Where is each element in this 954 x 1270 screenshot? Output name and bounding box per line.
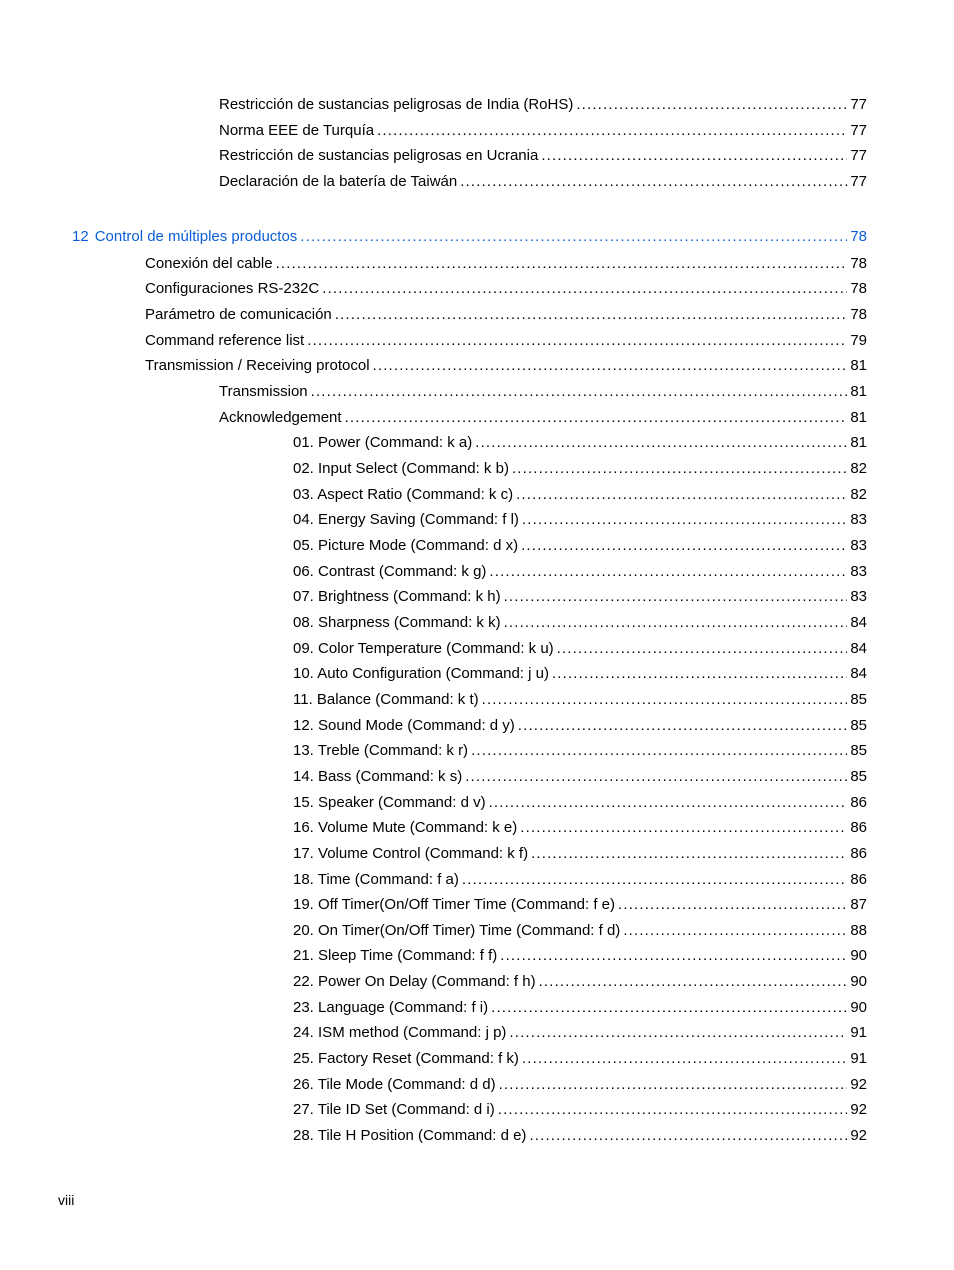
toc-entry[interactable] [219,145,867,167]
chapter-number: 12 [72,228,89,245]
toc-entry-title: 18. Time (Command: f a) [293,871,459,888]
dot-leader [504,586,848,608]
toc-entry-page: 77 [850,122,867,139]
toc-entry-title: 15. Speaker (Command: d v) [293,794,486,811]
toc-entry-page: 83 [850,563,867,580]
toc-entry[interactable] [219,171,867,193]
toc-entry[interactable] [145,278,867,300]
toc-entry-page: 81 [850,383,867,400]
toc-entry-title: 20. On Timer(On/Off Timer) Time (Command: f d) [293,922,621,939]
chapter-title-text: Control de múltiples productos [94,228,298,245]
toc-entry[interactable] [293,561,867,583]
toc-entry-page: 78 [850,255,867,272]
toc-entry-title: 02. Input Select (Command: k b) [293,460,509,477]
toc-entry[interactable] [293,945,867,967]
toc-entry-page: 82 [850,460,867,477]
toc-entry-title: 25. Factory Reset (Command: f k) [293,1050,519,1067]
toc-entry-page: 77 [850,96,867,113]
dot-leader [529,1125,847,1147]
toc-entry[interactable] [219,94,867,116]
toc-entry[interactable] [293,997,867,1019]
toc-entry-page: 82 [850,486,867,503]
toc-entry-title: Norma EEE de Turquía [219,122,375,139]
toc-entry[interactable] [293,612,867,634]
toc-entry-title: 09. Color Temperature (Command: k u) [293,640,554,657]
toc-entry-page: 90 [850,973,867,990]
toc-entry[interactable] [293,535,867,557]
toc-entry-page: 78 [850,306,867,323]
toc-entry[interactable] [219,407,867,429]
toc-entry[interactable] [293,1125,867,1147]
toc-entry-page: 86 [850,794,867,811]
dot-leader [499,1074,848,1096]
dot-leader [475,432,847,454]
dot-leader [518,715,848,737]
dot-leader [311,381,848,403]
toc-entry-page: 83 [850,588,867,605]
toc-entry-title: 07. Brightness (Command: k h) [293,588,501,605]
toc-entry-title: 24. ISM method (Command: j p) [293,1024,507,1041]
page-number: viii [58,1192,75,1208]
toc-entry-page: 77 [850,147,867,164]
toc-entry-page: 87 [850,896,867,913]
dot-leader [300,226,847,248]
toc-entry-title: 11. Balance (Command: k t) [293,691,479,708]
toc-entry-page: 81 [850,409,867,426]
toc-entry[interactable] [293,458,867,480]
toc-entry-page: 81 [850,434,867,451]
toc-chapter-page: 78 [850,228,867,245]
dot-leader [462,869,847,891]
toc-entry[interactable] [293,1074,867,1096]
toc-entry[interactable] [219,120,867,142]
toc-entry-title: Transmission / Receiving protocol [145,357,370,374]
toc-entry-page: 77 [850,173,867,190]
toc-entry-page: 92 [850,1076,867,1093]
dot-leader [552,663,847,685]
toc-entry-title: 21. Sleep Time (Command: f f) [293,947,498,964]
dot-leader [521,535,847,557]
toc-entry-page: 86 [850,845,867,862]
toc-chapter-entry[interactable] [72,226,867,248]
dot-leader [509,1022,847,1044]
dot-leader [520,817,847,839]
toc-entry-page: 92 [850,1127,867,1144]
dot-leader [516,484,847,506]
toc-entry[interactable] [293,1099,867,1121]
toc-entry-page: 85 [850,717,867,734]
dot-leader [307,330,847,352]
toc-entry[interactable] [293,638,867,660]
toc-entry[interactable] [293,971,867,993]
toc-entry-title: 23. Language (Command: f i) [293,999,489,1016]
toc-entry[interactable] [293,792,867,814]
toc-entry-title: 01. Power (Command: k a) [293,434,473,451]
dot-leader [504,612,848,634]
dot-leader [512,458,847,480]
toc-entry-page: 90 [850,947,867,964]
toc-entry-title: 26. Tile Mode (Command: d d) [293,1076,496,1093]
toc-entry-title: Restricción de sustancias peligrosas de India (RoHS) [219,96,574,113]
toc-entry-page: 84 [850,640,867,657]
toc-entry[interactable] [293,766,867,788]
dot-leader [491,997,847,1019]
toc-entry[interactable] [293,869,867,891]
toc-entry[interactable] [293,509,867,531]
toc-entry[interactable] [219,381,867,403]
toc-entry-page: 85 [850,742,867,759]
dot-leader [373,355,848,377]
dot-leader [489,792,848,814]
toc-entry-page: 92 [850,1101,867,1118]
toc-entry-title: 19. Off Timer(On/Off Timer Time (Command: f e) [293,896,616,913]
toc-entry-page: 84 [850,665,867,682]
toc-entry-page: 78 [850,280,867,297]
toc-entry[interactable] [293,715,867,737]
toc-entry-title: Configuraciones RS-232C [145,280,320,297]
dot-leader [276,253,848,275]
dot-leader [557,638,848,660]
toc-entry[interactable] [293,432,867,454]
toc-entry-title: 28. Tile H Position (Command: d e) [293,1127,527,1144]
toc-entry-page: 88 [850,922,867,939]
toc-entry[interactable] [293,484,867,506]
dot-leader [345,407,848,429]
dot-leader [460,171,847,193]
toc-chapter-title [72,226,300,248]
toc-entry-title: Command reference list [145,332,305,349]
dot-leader [522,509,847,531]
dot-leader [489,561,847,583]
dot-leader [623,920,847,942]
toc-entry-page: 86 [850,871,867,888]
toc-entry-page: 79 [850,332,867,349]
toc-entry[interactable] [293,1022,867,1044]
toc-entry-title: 08. Sharpness (Command: k k) [293,614,501,631]
dot-leader [498,1099,848,1121]
toc-entry-page: 90 [850,999,867,1016]
toc-entry[interactable] [145,355,867,377]
toc-entry-title: Acknowledgement [219,409,342,426]
toc-entry-title: 05. Picture Mode (Command: d x) [293,537,519,554]
toc-entry-page: 81 [850,357,867,374]
dot-leader [541,145,847,167]
toc-entry-page: 85 [850,691,867,708]
toc-entry-title: Declaración de la batería de Taiwán [219,173,458,190]
toc-entry-title: 17. Volume Control (Command: k f) [293,845,529,862]
toc-entry-title: Conexión del cable [145,255,273,272]
dot-leader [482,689,848,711]
toc-entry-title: 14. Bass (Command: k s) [293,768,463,785]
toc-entry-title: 10. Auto Configuration (Command: j u) [293,665,549,682]
toc-entry-title: 22. Power On Delay (Command: f h) [293,973,536,990]
toc-entry-page: 83 [850,511,867,528]
toc-entry[interactable] [293,894,867,916]
toc-entry-title: Transmission [219,383,308,400]
toc-entry-title: 06. Contrast (Command: k g) [293,563,487,580]
toc-entry-page: 84 [850,614,867,631]
toc-entry[interactable] [293,817,867,839]
toc-entry-title: Parámetro de comunicación [145,306,332,323]
toc-entry[interactable] [145,330,867,352]
dot-leader [618,894,847,916]
toc-entry[interactable] [145,253,867,275]
dot-leader [539,971,848,993]
dot-leader [522,1048,847,1070]
toc-entry-title: Restricción de sustancias peligrosas en Ucrania [219,147,539,164]
toc-entry-page: 91 [850,1024,867,1041]
dot-leader [576,94,847,116]
dot-leader [465,766,847,788]
toc-entry-title: 12. Sound Mode (Command: d y) [293,717,515,734]
toc-entry[interactable] [145,304,867,326]
toc-entry-title: 04. Energy Saving (Command: f l) [293,511,519,528]
toc-entry[interactable] [293,1048,867,1070]
toc-entry-title: 16. Volume Mute (Command: k e) [293,819,518,836]
dot-leader [335,304,848,326]
toc-entry[interactable] [293,920,867,942]
toc-entry[interactable] [293,663,867,685]
dot-leader [531,843,847,865]
toc-entry[interactable] [293,586,867,608]
dot-leader [500,945,847,967]
dot-leader [471,740,847,762]
toc-entry[interactable] [293,843,867,865]
toc-entry-title: 03. Aspect Ratio (Command: k c) [293,486,514,503]
toc-entry[interactable] [293,689,867,711]
dot-leader [322,278,847,300]
toc-entry-title: 27. Tile ID Set (Command: d i) [293,1101,495,1118]
toc-entry-page: 91 [850,1050,867,1067]
toc-entry-page: 83 [850,537,867,554]
dot-leader [377,120,847,142]
toc-entry-page: 85 [850,768,867,785]
toc-entry[interactable] [293,740,867,762]
toc-entry-page: 86 [850,819,867,836]
toc-entry-title: 13. Treble (Command: k r) [293,742,469,759]
